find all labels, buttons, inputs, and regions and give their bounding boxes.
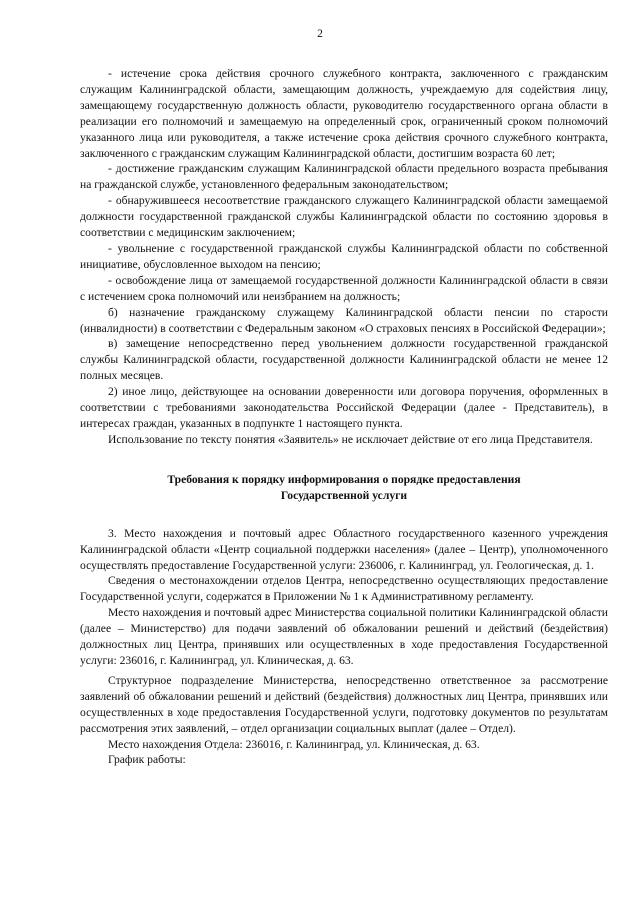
page-number: 2 [317,28,323,40]
paragraph-departments-info: Сведения о местонахождении отделов Центра, непосредственно осуществляющих предоставление Государственной услуги, содержатся в Приложении № 1 к Административному регламенту. [80,574,608,604]
paragraph-applicant-term: Использование по тексту понятия «Заявитель» не исключает действие от его лица Представителя. [108,432,593,446]
paragraph-center-address: 3. Место нахождения и почтовый адрес Областного государственного казенного учреждения Калининградской области «Центр социальной поддержки населения» (далее – Центр), уполномоченного осуществлять предоставление Государственной услуги: 236006, г. Калининград, ул. Геологическая, д. 1. [80,526,608,572]
paragraph-age-limit: - достижение гражданским служащим Калининградской области предельного возраста пребывания на гражданской службе, установленного федеральным законодательством; [80,162,608,192]
paragraph-department-location: Место нахождения Отдела: 236016, г. Калининград, ул. Клиническая, д. 63. [108,737,480,751]
document-body [80,66,608,768]
section-heading-line2: Государственной услуги [280,488,408,502]
paragraph-contract-expiry: - истечение срока действия срочного служебного контракта, заключенного с гражданским служащим Калининградской области, замещающим должность, учреждаемую для содействия лицу, замещающему государственную должность области, руководителю государственного органа области в реализации его полномочий и замещаемую на определенный срок, ограниченный сроком полномочий указанного лица или руководителя, а также истечение срока действия срочного служебного контракта, заключенного с гражданским служащим Калининградской области, достигшим возраста 60 лет; [80,67,608,160]
paragraph-work-schedule: График работы: [108,753,186,767]
paragraph-representative: 2) иное лицо, действующее на основании доверенности или договора поручения, оформленных в соответствии с требованиями законодательства Российской Федерации (далее - Представитель), в интересах граждан, указанных в подпункте 1 настоящего пункта. [80,385,608,430]
paragraph-structural-unit: Структурное подразделение Министерства, непосредственно ответственное за рассмотрение заявлений об обжаловании решений и действий (бездействия) должностных лиц Центра, принявших или осуществленных в ходе предоставления Государственной услуги, подготовку документов по результатам рассмотрения этих заявлений, – отдел организации социальных выплат (далее – Отдел). [80,673,608,735]
paragraph-term-expiry: - освобождение лица от замещаемой государственной должности Калининградской области в связи с истечением срока полномочий или неизбранием на должность; [80,273,608,303]
section-heading-line1: Требования к порядку информирования о порядке предоставления [167,472,521,486]
paragraph-ministry-address: Место нахождения и почтовый адрес Министерства социальной политики Калининградской области (далее – Министерство) для подачи заявлений об обжаловании решений и действий (бездействия) должностных лиц Центра, принявших или осуществленных в ходе предоставления Государственной услуги: 236016, г. Калининград, ул. Клиническая, д. 63. [80,606,608,667]
paragraph-health-mismatch: - обнаружившееся несоответствие гражданского служащего Калининградской области замещаемой должности государственной гражданской службы Калининградской области по состоянию здоровья в соответствии с медицинским заключением; [80,194,608,240]
paragraph-resignation-pension: - увольнение с государственной гражданской службы Калининградской области по собственной инициативе, обусловленное выходом на пенсию; [80,241,608,271]
paragraph-pension-assignment: б) назначение гражданскому служащему Калининградской области пенсии по старости (инвалидности) в соответствии с Федеральным законом «О страховых пенсиях в Российской Федерации»; [80,305,608,335]
paragraph-service-12-months: в) замещение непосредственно перед увольнением должности государственной гражданской службы Калининградской области, государственной должности Калининградской области не менее 12 полных месяцев. [80,337,608,383]
